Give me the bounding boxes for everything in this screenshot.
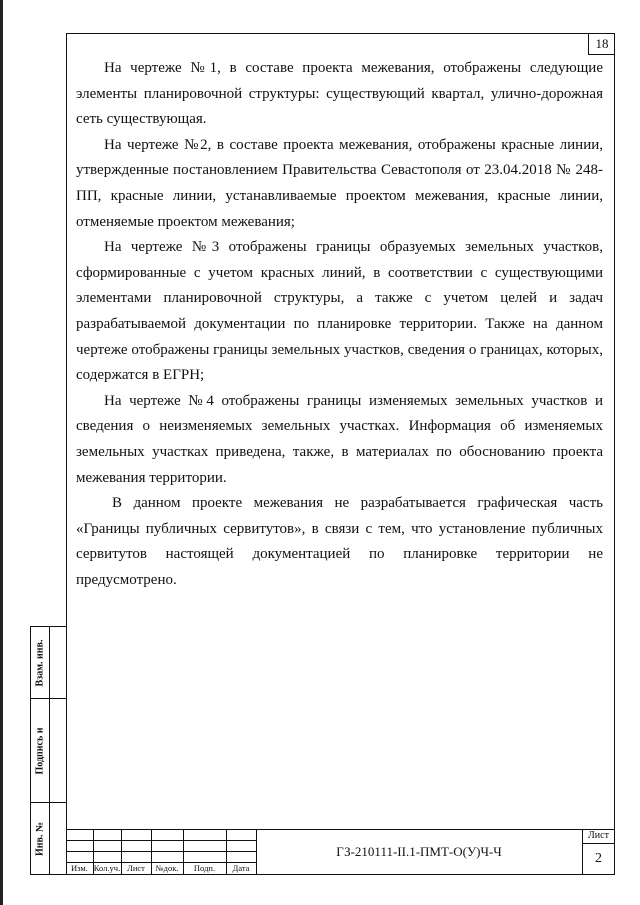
- stamp-header-kol-uch: Кол.уч.: [93, 863, 121, 873]
- title-block-stamp: [66, 829, 615, 875]
- page-number: 18: [588, 33, 615, 55]
- side-label-podpis: Подпись и: [34, 726, 46, 775]
- sheet-label: Лист: [588, 830, 609, 841]
- stamp-header-ndok: №док.: [155, 863, 179, 873]
- paragraph-drawing-1: На чертеже №1, в составе проекта межевания, отображены следующие элементы планировочной структуры: существующий квартал, улично-дорожная сеть существующая.: [76, 60, 603, 128]
- stamp-header-podp: Подп.: [193, 863, 216, 873]
- stamp-header-list: Лист: [127, 863, 145, 873]
- side-cell-vzam: [30, 626, 66, 699]
- scan-edge: [0, 0, 3, 905]
- paragraph-drawing-3: На чертеже №3 отображены границы образуемых земельных участков, сформированные с учетом красных линий, в соответствии с существующими элементами планировочной структуры, а также с учетом целей и задач разрабатываемой документации по планировке территории. Также на данном чертеже отображены границы земельных участков, сведения о границах, которых, содержатся в ЕГРН;: [76, 239, 603, 384]
- paragraph-drawing-2: На чертеже №2, в составе проекта межевания, отображены красные линии, утвержденные постановлением Правительства Севастополя от 23.04.2018 № 248-ПП, красные линии, устанавливаемые проектом межевания, красные линии, отменяемые проектом межевания;: [76, 136, 603, 230]
- side-label-inv-no: Инв. №: [34, 821, 46, 856]
- sheet-number: 2: [595, 851, 602, 866]
- stamp-header-data: Дата: [232, 863, 250, 873]
- paragraph-drawing-4: На чертеже №4 отображены границы изменяемых земельных участков и сведения о неизменяемых земельных участках. Информация об изменяемых земельных участках приведена, также, в материалах по обоснованию проекта межевания территории.: [76, 392, 603, 486]
- side-cell-podpis: [30, 699, 66, 803]
- document-body: [76, 56, 603, 593]
- side-cell-inv: [30, 803, 66, 875]
- side-label-vzam-inv: Взам. инв.: [34, 639, 46, 686]
- stamp-header-izm: Изм.: [71, 863, 88, 873]
- paragraph-servitudes: В данном проекте межевания не разрабатывается графическая часть «Границы публичных сервитутов», в связи с тем, что установление публичных сервитутов настоящей документацией по планировке территории не предусмотрено.: [76, 495, 603, 588]
- document-code: ГЗ-210111-II.1-ПМТ-О(У)Ч-Ч: [336, 844, 502, 859]
